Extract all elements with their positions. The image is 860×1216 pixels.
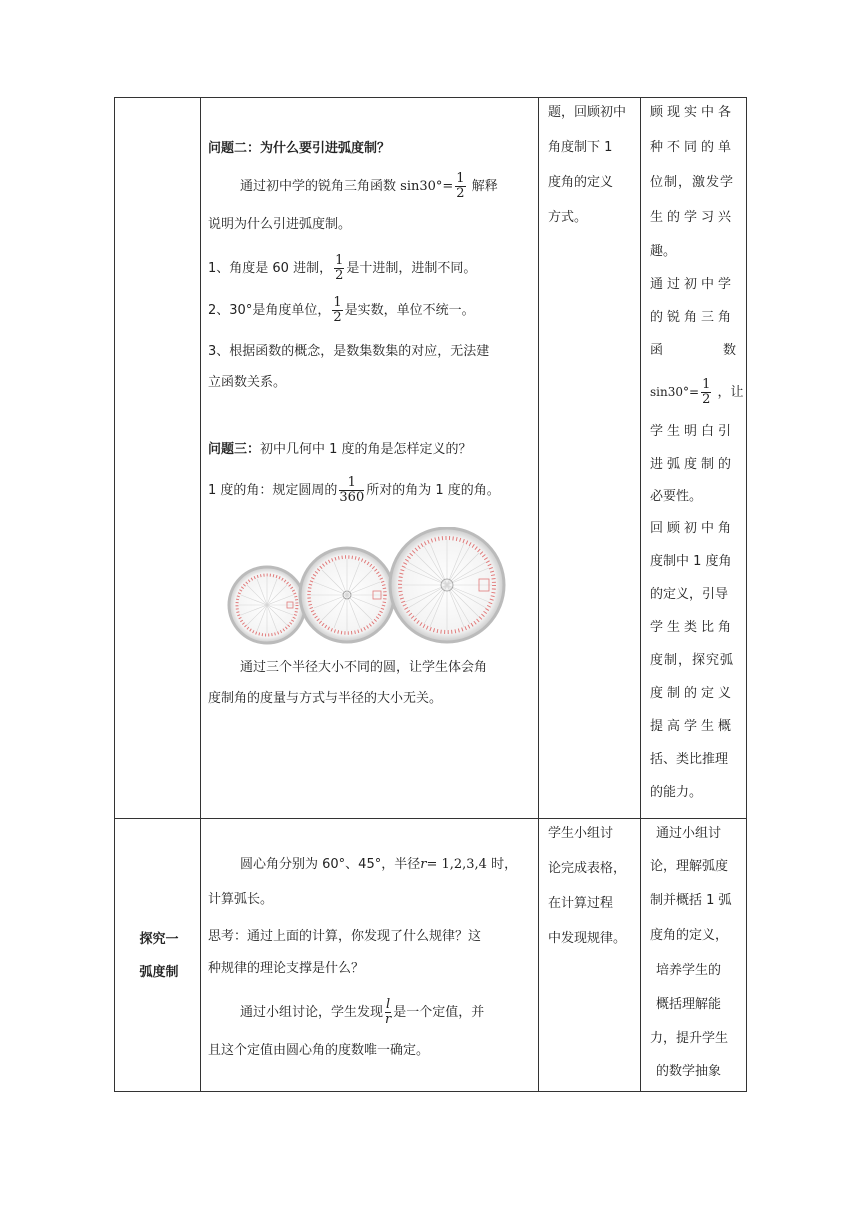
medium-protractor-icon [300,548,394,642]
activity-line: 题，回顾初中 [548,105,627,120]
list-item-3-cont: 立函数关系。 [208,375,287,390]
circles-explanation: 通过三个半径大小不同的圆，让学生体会角 [240,660,488,675]
table-divider-2 [538,97,539,1092]
fraction-half: $\frac{1}{2}$ [333,295,342,325]
activity-line: 学生小组讨 [548,826,614,841]
large-protractor-icon [390,528,504,642]
intent-line: 学生明白引 [650,424,736,439]
protractor-circles-image [225,527,515,647]
think-question: 思考：通过上面的计算，你发现了什么规律？这 [208,929,482,944]
intent-line: 的能力。 [650,785,703,800]
intent-line: 通过小组讨 [656,826,722,841]
section-label-line-2: 弧度制 [139,965,179,980]
intent-sin-expression: sin30°= $\frac{1}{2}$ ，让 [650,377,744,407]
think-question-cont: 种规律的理论支撑是什么？ [208,961,365,976]
table-border-bottom [114,1091,747,1092]
activity-line: 方式。 [548,210,588,225]
intent-line: 的数学抽象 [656,1064,722,1079]
intent-line: 度制的定义 [650,686,736,701]
question-2-intro: 通过初中学的锐角三角函数 sin30°= $\frac{1}{2}$ 解释 [240,171,498,201]
intent-line: 力，提升学生 [650,1031,729,1046]
arc-task: 圆心角分别为 60°、45°，半径r= 1,2,3,4 时， [240,857,518,872]
intent-sin-tail: ，让 [717,385,744,400]
intent-line: 生的学习兴 [650,210,736,225]
intent-line: 种不同的单 [650,140,736,155]
intent-line: 度制，探究弧 [650,653,735,668]
intent-line: 趣。 [650,244,677,259]
intent-line: 论，理解弧度 [650,859,729,874]
list-item-3: 3、根据函数的概念，是数集数集的对应，无法建 [208,344,490,359]
circles-explanation-cont: 度制角的度量与方式与半径的大小无关。 [208,691,443,706]
fraction-l-over-r: $\frac{l}{r}$ [385,997,392,1027]
intent-line: 的锐角三角 [650,310,736,325]
question-3-title: 问题三：初中几何中 1 度的角是怎样定义的？ [208,442,472,457]
intent-line: 培养学生的 [656,963,722,978]
table-divider-1 [200,97,201,1092]
section-label-line-1: 探究一 [139,932,179,947]
group-finding-cont: 且这个定值由圆心角的度数唯一确定。 [208,1043,430,1058]
group-finding: 通过小组讨论，学生发现 $\frac{l}{r}$ 是一个定值，并 [240,997,485,1027]
arc-task-cont: 计算弧长。 [208,892,274,907]
intent-line: 顾现实中各 [650,105,736,120]
degree-definition: 1 度的角：规定圆周的 $\frac{1}{360}$ 所对的角为 1 度的角。 [208,475,500,505]
question-2-title: 问题二：为什么要引进弧度制？ [208,141,391,156]
fraction-1-360: $\frac{1}{360}$ [339,475,365,505]
activity-line: 中发现规律。 [548,931,627,946]
activity-line: 角度制下 1 [548,140,613,155]
intent-line: 提高学生概 [650,719,736,734]
intent-line: 通过初中学 [650,277,736,292]
table-border-top [114,97,747,98]
intent-line: 概括理解能 [656,997,722,1012]
fraction-half: $\frac{1}{2}$ [702,377,711,407]
intent-line: 回顾初中角 [650,521,736,536]
activity-line: 度角的定义 [548,175,614,190]
intent-line: 进弧度制的 [650,457,736,472]
intent-line: 学生类比角 [650,620,736,635]
list-item-2: 2、30°是角度单位， $\frac{1}{2}$ 是实数，单位不统一。 [208,295,475,325]
intent-line: 括、类比推理 [650,752,729,767]
list-item-1: 1、角度是 60 进制， $\frac{1}{2}$ 是十进制，进制不同。 [208,253,477,283]
table-row-divider [114,818,747,819]
intent-line: 位制，激发学 [650,175,735,190]
activity-line: 在计算过程 [548,896,614,911]
intent-line: 必要性。 [650,489,703,504]
small-protractor-icon [229,567,305,643]
question-2-intro-cont: 说明为什么引进弧度制。 [208,217,352,232]
intent-line: 制并概括 1 弧 [650,893,732,908]
fraction-half: $\frac{1}{2}$ [335,253,344,283]
intent-line: 函 数 [650,343,736,358]
intent-line: 度角的定义， [650,928,729,943]
table-border-left [114,97,115,1092]
intent-line: 的定义，引导 [650,587,729,602]
intent-line: 度制中 1 度角 [650,554,732,569]
table-divider-3 [640,97,641,1092]
fraction-half: $\frac{1}{2}$ [456,171,465,201]
activity-line: 论完成表格， [548,861,627,876]
table-border-right [746,97,747,1092]
